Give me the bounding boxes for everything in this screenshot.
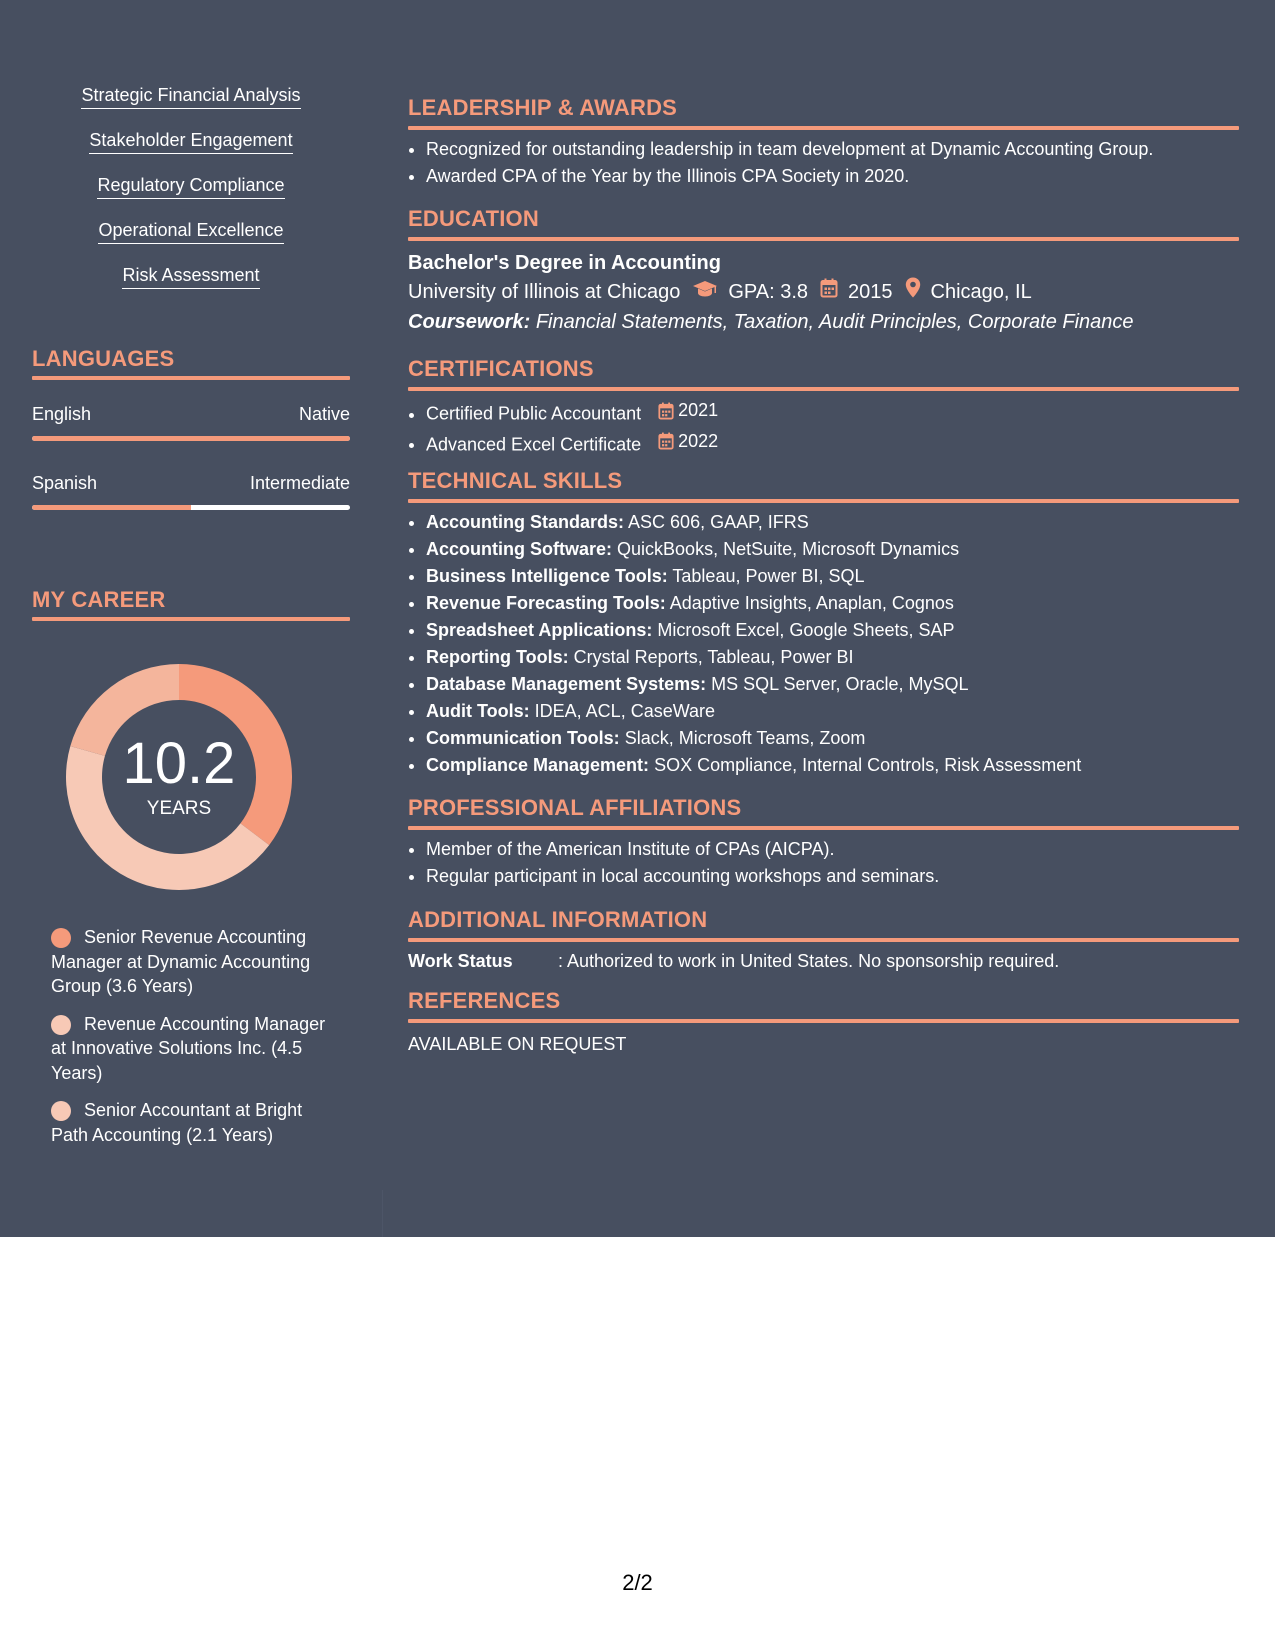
career-heading: MY CAREER (32, 587, 166, 612)
skill-label: Operational Excellence (98, 219, 283, 244)
skill-entry-value: Microsoft Excel, Google Sheets, SAP (657, 620, 955, 640)
skill-label: Stakeholder Engagement (89, 129, 292, 154)
certifications-heading: CERTIFICATIONS (408, 356, 594, 381)
column-divider (382, 1190, 383, 1237)
certification-name: Advanced Excel Certificate (426, 434, 642, 454)
skill-entry-label: Accounting Standards: (426, 512, 625, 532)
skill-entry (426, 509, 1239, 536)
career-list (51, 925, 331, 1160)
graduation-cap-icon (692, 277, 718, 307)
skill-entry (426, 590, 1239, 617)
skill-entry-value: QuickBooks, NetSuite, Microsoft Dynamics (617, 539, 960, 559)
references-heading: REFERENCES (408, 988, 561, 1013)
language-name: Spanish (32, 473, 98, 493)
affiliations-section (408, 794, 1239, 890)
skill-entry-label: Compliance Management: (426, 755, 650, 775)
skill-entry-value: Tableau, Power BI, SQL (672, 566, 865, 586)
education-rule (408, 237, 1239, 241)
education-year: 2015 (848, 281, 893, 303)
leadership-list (408, 136, 1239, 190)
language-bar (32, 505, 350, 510)
career-unit: YEARS (146, 798, 212, 819)
language-name: English (32, 404, 92, 424)
list-item: • Recognized for outstanding leadership in team development at Dynamic Accounting Group. (426, 136, 1239, 163)
leadership-rule (408, 126, 1239, 130)
career-item-text: Senior Revenue Accounting Manager at Dynamic Accounting Group (3.6 Years) (51, 927, 311, 996)
certification-date (658, 397, 718, 424)
education-school: University of Illinois at Chicago (408, 281, 681, 303)
affiliations-list (408, 836, 1239, 890)
calendar-icon (658, 432, 674, 450)
skill-entry-value: Adaptive Insights, Anaplan, Cognos (669, 593, 954, 613)
skill-item (97, 174, 284, 219)
page-number: 2/2 (622, 1570, 653, 1595)
career-item (51, 1098, 331, 1147)
education-degree: Bachelor's Degree in Accounting (408, 252, 721, 274)
skill-entry (426, 563, 1239, 590)
legend-dot (51, 1015, 71, 1035)
list-item: • Regular participant in local accounting workshops and seminars. (426, 863, 1239, 890)
certifications-section (408, 355, 1239, 458)
list-item: • Member of the American Institute of CPAs (AICPA). (426, 836, 1239, 863)
leadership-section (408, 94, 1239, 190)
work-status-label: Work Status (408, 951, 513, 971)
location-pin-icon (905, 277, 921, 307)
certification-year: 2022 (678, 430, 719, 451)
skill-entry-value: IDEA, ACL, CaseWare (534, 701, 716, 721)
career-item (51, 925, 331, 999)
technical-skills-section (408, 467, 1239, 779)
education-details (408, 277, 1239, 307)
skill-item (81, 84, 300, 129)
additional-info-rule (408, 938, 1239, 942)
certifications-rule (408, 387, 1239, 391)
skill-entry (426, 725, 1239, 752)
coursework-text: Financial Statements, Taxation, Audit Principles, Corporate Finance (535, 311, 1134, 333)
languages-heading: LANGUAGES (32, 346, 175, 371)
skill-entry (426, 752, 1239, 779)
references-section (408, 987, 1239, 1055)
certification-item (426, 428, 1239, 459)
legend-dot (51, 1101, 71, 1121)
certification-year: 2021 (678, 400, 719, 420)
skill-entry-label: Spreadsheet Applications: (426, 620, 653, 640)
skill-entry-value: ASC 606, GAAP, IFRS (628, 512, 809, 532)
career-item-text: Senior Accountant at Bright Path Accounting (2.1 Years) (51, 1100, 303, 1145)
skill-entry-value: SOX Compliance, Internal Controls, Risk Assessment (654, 755, 1082, 775)
references-rule (408, 1019, 1239, 1023)
languages-rule (32, 376, 350, 380)
skill-item (122, 264, 259, 309)
certifications-list (408, 397, 1239, 458)
career-item-text: Revenue Accounting Manager at Innovative Solutions Inc. (4.5 Years) (51, 1013, 326, 1083)
career-rule (32, 617, 350, 621)
skill-entry-label: Reporting Tools: (426, 647, 569, 667)
references-text: AVAILABLE ON REQUEST (408, 1034, 627, 1054)
career-item (51, 1012, 331, 1086)
work-status-value: : Authorized to work in United States. No sponsorship required. (558, 951, 1060, 971)
skill-entry-label: Revenue Forecasting Tools: (426, 593, 666, 613)
language-level: Intermediate (249, 473, 350, 493)
skill-label: Strategic Financial Analysis (81, 84, 300, 109)
certification-date (658, 428, 718, 455)
skill-list (32, 84, 350, 309)
career-donut-chart (66, 664, 292, 890)
leadership-heading: LEADERSHIP & AWARDS (408, 95, 678, 120)
additional-info-heading: ADDITIONAL INFORMATION (408, 907, 708, 932)
skill-entry (426, 671, 1239, 698)
affiliations-heading: PROFESSIONAL AFFILIATIONS (408, 795, 742, 820)
legend-dot (51, 928, 71, 948)
skill-entry (426, 536, 1239, 563)
language-bar-fill (32, 436, 350, 441)
language-bar (32, 436, 350, 441)
skill-entry (426, 698, 1239, 725)
skill-entry-label: Business Intelligence Tools: (426, 566, 668, 586)
certification-item (426, 397, 1239, 428)
skill-label: Risk Assessment (122, 264, 259, 289)
certification-name: Certified Public Accountant (426, 403, 642, 424)
technical-skills-heading: TECHNICAL SKILLS (408, 468, 623, 493)
affiliations-rule (408, 826, 1239, 830)
work-status-row (408, 951, 1239, 975)
education-gpa: GPA: 3.8 (728, 281, 809, 303)
coursework-label: Coursework: (408, 311, 531, 333)
skill-entry-label: Accounting Software: (426, 539, 613, 559)
skill-entry-value: Slack, Microsoft Teams, Zoom (624, 728, 866, 748)
additional-info-section (408, 906, 1239, 975)
skill-entry (426, 617, 1239, 644)
education-section (408, 205, 1239, 337)
career-total: 10.2 (122, 731, 236, 796)
skill-entry-value: Crystal Reports, Tableau, Power BI (573, 647, 854, 667)
skill-entry-label: Database Management Systems: (426, 674, 707, 694)
language-level: Native (298, 404, 350, 424)
education-heading: EDUCATION (408, 206, 539, 231)
list-item: • Awarded CPA of the Year by the Illinois CPA Society in 2020. (426, 163, 1239, 190)
skill-entry-label: Communication Tools: (426, 728, 620, 748)
education-coursework (408, 307, 1239, 337)
skill-entry-label: Audit Tools: (426, 701, 530, 721)
calendar-icon (658, 402, 674, 420)
skill-label: Regulatory Compliance (97, 174, 284, 199)
skill-entry-value: MS SQL Server, Oracle, MySQL (711, 674, 969, 694)
language-bar-fill (32, 505, 191, 510)
skill-item (89, 129, 292, 174)
education-location: Chicago, IL (930, 281, 1032, 303)
skill-entry (426, 644, 1239, 671)
technical-skills-rule (408, 499, 1239, 503)
skill-item (98, 219, 283, 264)
technical-skills-list (408, 509, 1239, 779)
calendar-icon (820, 277, 838, 307)
